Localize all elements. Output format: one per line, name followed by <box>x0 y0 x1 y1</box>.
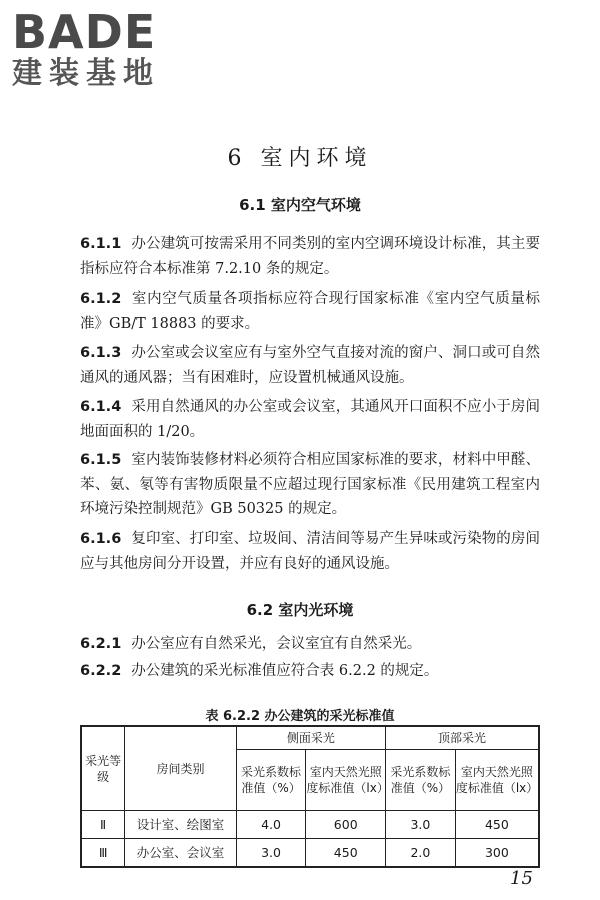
clause-text: 办公建筑的采光标准值应符合表 6.2.2 的规定。 <box>131 663 439 679</box>
clause-text: 复印室、打印室、垃圾间、清洁间等易产生异味或污染物的房间应与其他房间分开设置，并应有良好的通风设施。 <box>80 531 540 572</box>
header-grade: 采光等级 <box>81 726 125 811</box>
header-room-type: 房间类别 <box>125 726 236 811</box>
clause-6-1-5 <box>80 448 540 522</box>
clause-text: 室内空气质量各项指标应符合现行国家标准《室内空气质量标准》GB/T 18883 的要求。 <box>80 291 540 332</box>
header-side-illum: 室内天然光照度标准值（lx） <box>306 750 386 811</box>
clause-text: 办公室应有自然采光，会议室宜有自然采光。 <box>131 636 422 652</box>
header-top-illum: 室内天然光照度标准值（lx） <box>455 750 539 811</box>
clause-number: 6.2.2 <box>80 663 122 679</box>
clause-6-2-1 <box>80 632 540 657</box>
logo-brand-text: BADE <box>12 5 157 59</box>
header-top-lighting: 顶部采光 <box>386 726 539 750</box>
clause-text: 采用自然通风的办公室或会议室，其通风开口面积不应小于房间地面面积的 1/20。 <box>80 399 540 440</box>
brand-logo <box>12 5 160 92</box>
cell-room: 办公室、会议室 <box>125 839 236 868</box>
cell-room: 设计室、绘图室 <box>125 811 236 839</box>
clause-number: 6.1.6 <box>80 531 122 547</box>
header-side-lighting: 侧面采光 <box>236 726 385 750</box>
cell-top-coef: 3.0 <box>386 811 456 839</box>
cell-grade: Ⅱ <box>81 811 125 839</box>
clause-6-1-6 <box>80 527 540 576</box>
header-top-coef: 采光系数标准值（%） <box>386 750 456 811</box>
clause-number: 6.1.5 <box>80 452 122 468</box>
clause-number: 6.2.1 <box>80 636 122 652</box>
section-title-6-2: 6.2 室内光环境 <box>246 601 354 619</box>
clause-text: 办公建筑可按需采用不同类别的室内空调环境设计标准，其主要指标应符合本标准第 7.2.10 条的规定。 <box>80 236 540 277</box>
clause-6-1-4 <box>80 395 540 444</box>
cell-top-illum: 300 <box>455 839 539 868</box>
page-number: 15 <box>510 868 533 889</box>
clause-text: 办公室或会议室应有与室外空气直接对流的窗户、洞口或可自然通风的通风器；当有困难时，应设置机械通风设施。 <box>80 345 540 386</box>
table-caption: 表 6.2.2 办公建筑的采光标准值 <box>205 709 395 724</box>
section-title-6-1: 6.1 室内空气环境 <box>239 196 361 214</box>
clause-6-1-2 <box>80 287 540 336</box>
header-side-coef: 采光系数标准值（%） <box>236 750 306 811</box>
daylighting-standard-table <box>80 725 540 868</box>
cell-top-coef: 2.0 <box>386 839 456 868</box>
cell-side-illum: 450 <box>306 839 386 868</box>
clause-number: 6.1.4 <box>80 399 122 415</box>
table-row <box>81 839 539 868</box>
table-row <box>81 811 539 839</box>
cell-top-illum: 450 <box>455 811 539 839</box>
cell-side-coef: 4.0 <box>236 811 306 839</box>
clause-text: 室内装饰装修材料必须符合相应国家标准的要求，材料中甲醛、苯、氨、氡等有害物质限量不应超过现行国家标准《民用建筑工程室内环境污染控制规范》GB 50325 的规定。 <box>80 452 540 517</box>
clause-number: 6.1.2 <box>80 291 122 307</box>
clause-number: 6.1.1 <box>80 236 122 252</box>
clause-6-2-2 <box>80 659 540 684</box>
cell-side-coef: 3.0 <box>236 839 306 868</box>
logo-subtitle: 建装基地 <box>12 56 160 91</box>
clause-number: 6.1.3 <box>80 345 122 361</box>
clause-6-1-1 <box>80 232 540 281</box>
chapter-title: 6 室内环境 <box>227 146 373 171</box>
cell-side-illum: 600 <box>306 811 386 839</box>
cell-grade: Ⅲ <box>81 839 125 868</box>
clause-6-1-3 <box>80 341 540 390</box>
